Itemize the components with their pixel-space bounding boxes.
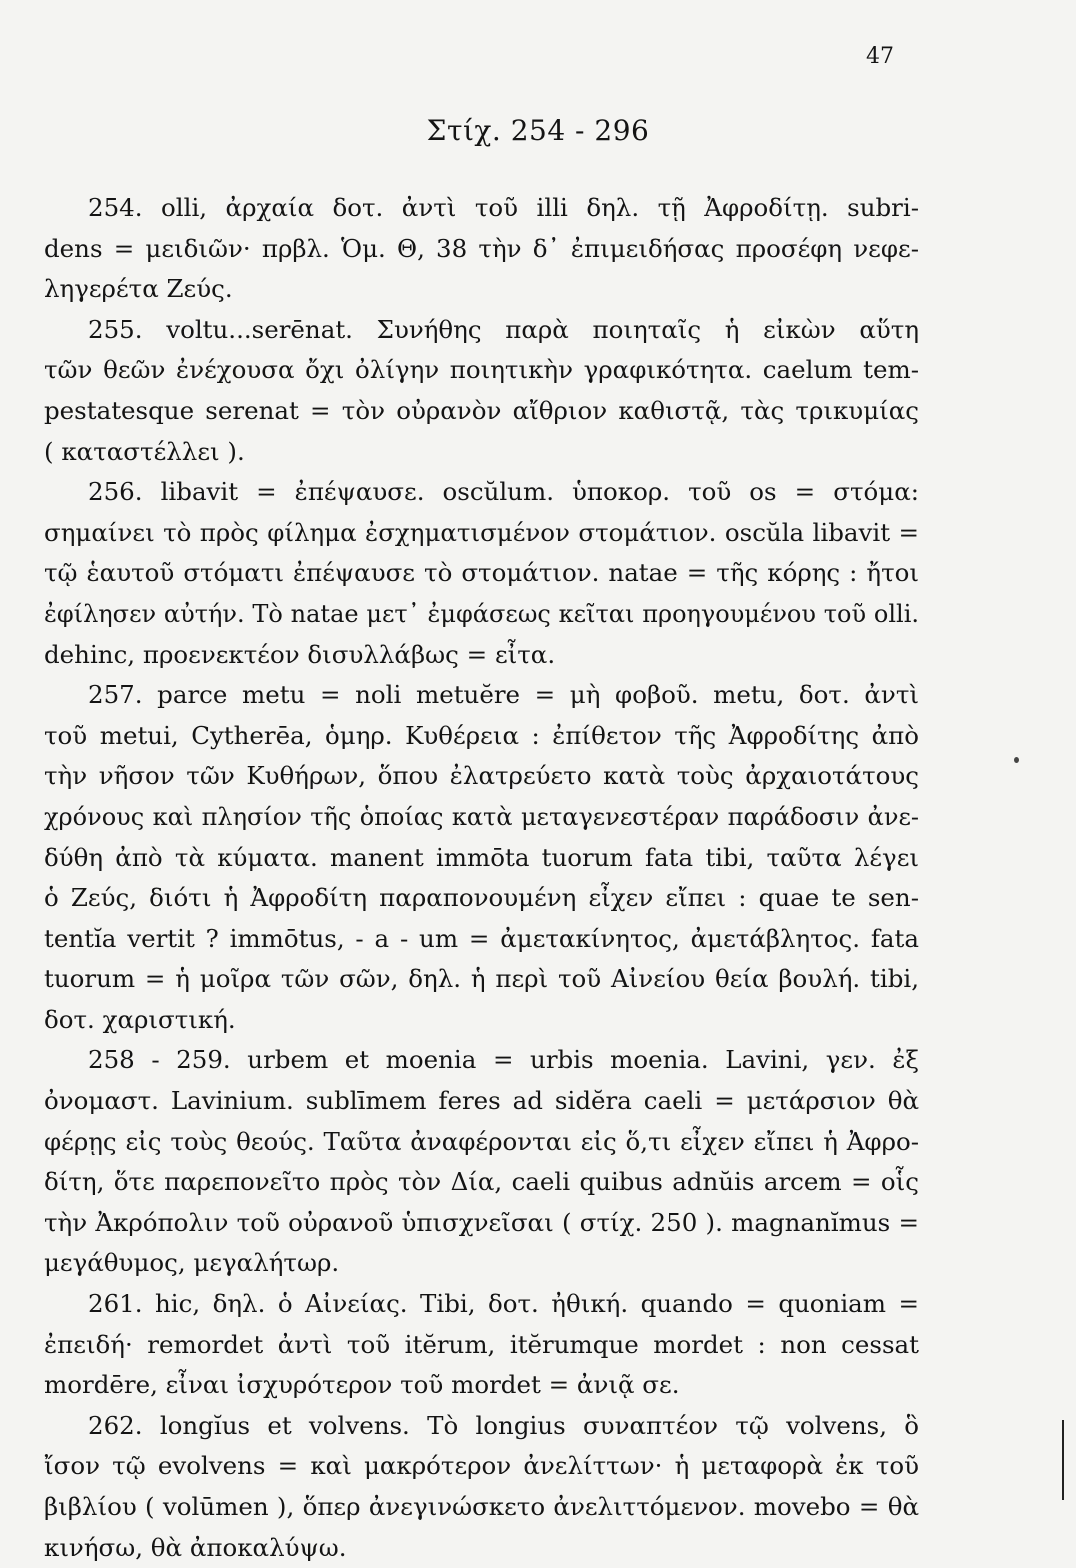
text-line: δοτ. χαριστική. [44, 1004, 236, 1034]
text-line: δίτη, ὅτε παρεπονεῖτο πρὸς τὸν Δία, caeli quibus adnŭis arcem = οἷς [44, 1167, 919, 1197]
text-line: tuorum = ἡ μοῖρα τῶν σῶν, δηλ. ἡ περὶ τοῦ Αἰνείου θεία βουλή. tibi, [44, 964, 919, 994]
text-line: τῶν θεῶν ἐνέχουσα ὄχι ὀλίγην ποιητικὴν γραφικότητα. caelum tem- [44, 355, 919, 385]
text-line: τὴν νῆσον τῶν Κυθήρων, ὅπου ἐλατρεύετο κατὰ τοὺς ἀρχαιοτάτους [44, 761, 919, 791]
text-line: pestatesque serenat = τὸν οὐρανὸν αἴθριον καθιστᾷ, τὰς τρικυμίας [44, 395, 919, 425]
page-number: 47 [866, 44, 894, 69]
text-line: τοῦ metui, Cytherēa, ὁμηρ. Κυθέρεια : ἐπίθετον τῆς Ἀφροδίτης ἀπὸ [44, 720, 919, 750]
text-line: 262. longĭus et volvens. Τὸ longius συναπτέον τῷ volvens, ὃ [88, 1410, 919, 1440]
text-line: δύθη ἀπὸ τὰ κύματα. manent immōta tuorum fata tibi, ταῦτα λέγει [44, 842, 919, 872]
text-line: ἴσον τῷ evolvens = καὶ μακρότερον ἀνελίττων· ἡ μεταφορὰ ἐκ τοῦ [44, 1451, 919, 1481]
section-heading: Στίχ. 254 - 296 [426, 114, 650, 147]
commentary-text [44, 188, 919, 1568]
text-line: χρόνους καὶ πλησίον τῆς ὁποίας κατὰ μεταγενεστέραν παράδοσιν ἀνε- [44, 802, 919, 831]
text-line: μεγάθυμος, μεγαλήτωρ. [44, 1248, 340, 1278]
text-line: κινήσω, θὰ ἀποκαλύψω. [44, 1532, 347, 1562]
text-line: 255. voltu...serēnat. Συνήθης παρὰ ποιηταῖς ἡ εἰκὼν αὕτη [88, 314, 919, 344]
text-line: ὀνομαστ. Lavinium. sublīmem feres ad sidĕra caeli = μετάρσιον θὰ [44, 1086, 919, 1116]
text-line: τὴν Ἀκρόπολιν τοῦ οὐρανοῦ ὑπισχνεῖσαι ( στίχ. 250 ). magnanĭmus = [44, 1207, 919, 1237]
text-line: 256. libavit = ἐπέψαυσε. oscŭlum. ὑποκορ. τοῦ os = στόμα: [88, 477, 919, 507]
page-edge-line [1062, 1420, 1064, 1500]
text-line: φέρῃς εἰς τοὺς θεούς. Ταῦτα ἀναφέρονται εἰς ὅ,τι εἶχεν εἴπει ἡ Ἀφρο- [44, 1126, 919, 1156]
text-line: ὁ Ζεύς, διότι ἡ Ἀφροδίτη παραπονουμένη εἶχεν εἴπει : quae te sen- [44, 883, 919, 913]
text-line: 257. parce metu = noli metuĕre = μὴ φοβοῦ. metu, δοτ. ἀντὶ [88, 680, 919, 710]
text-line: 261. hic, δηλ. ὁ Αἰνείας. Tibi, δοτ. ἠθική. quando = quoniam = [88, 1289, 919, 1319]
text-line: ἐφίλησεν αὐτήν. Τὸ natae μετ᾽ ἐμφάσεως κεῖται προηγουμένου τοῦ olli. [44, 599, 919, 628]
text-line: 258 - 259. urbem et moenia = urbis moenia. Lavini, γεν. ἐξ [88, 1045, 919, 1075]
text-line: τῷ ἑαυτοῦ στόματι ἐπέψαυσε τὸ στομάτιον. natae = τῆς κόρης : ἤτοι [44, 558, 919, 588]
text-line: σημαίνει τὸ πρὸς φίλημα ἐσχηματισμένον στομάτιον. oscŭla libavit = [44, 517, 919, 547]
text-line: dehinc, προενεκτέον δισυλλάβως = εἶτα. [44, 639, 556, 669]
text-line: 254. olli, ἀρχαία δοτ. ἀντὶ τοῦ illi δηλ. τῇ Ἀφροδίτῃ. subri- [88, 193, 919, 222]
text-line: tentĭa vertit ? immōtus, - a - um = ἀμετακίνητος, ἀμετάβλητος. fata [44, 923, 919, 953]
text-line: mordēre, εἶναι ἰσχυρότερον τοῦ mordet = ἀνιᾷ σε. [44, 1370, 680, 1400]
text-line: ( καταστέλλει ). [44, 436, 245, 466]
text-line: βιβλίου ( volūmen ), ὅπερ ἀνεγινώσκετο ἀνελιττόμενον. movebo = θὰ [44, 1492, 919, 1521]
text-line: dens = μειδιῶν· πρβλ. Ὁμ. Θ, 38 τὴν δ᾽ ἐπιμειδήσας προσέφη νεφε- [44, 233, 919, 263]
stray-ink-mark [1014, 757, 1019, 763]
text-line: ληγερέτα Ζεύς. [44, 274, 233, 304]
text-line: ἐπειδή· remordet ἀντὶ τοῦ itĕrum, itĕrumque mordet : non cessat [44, 1329, 919, 1359]
